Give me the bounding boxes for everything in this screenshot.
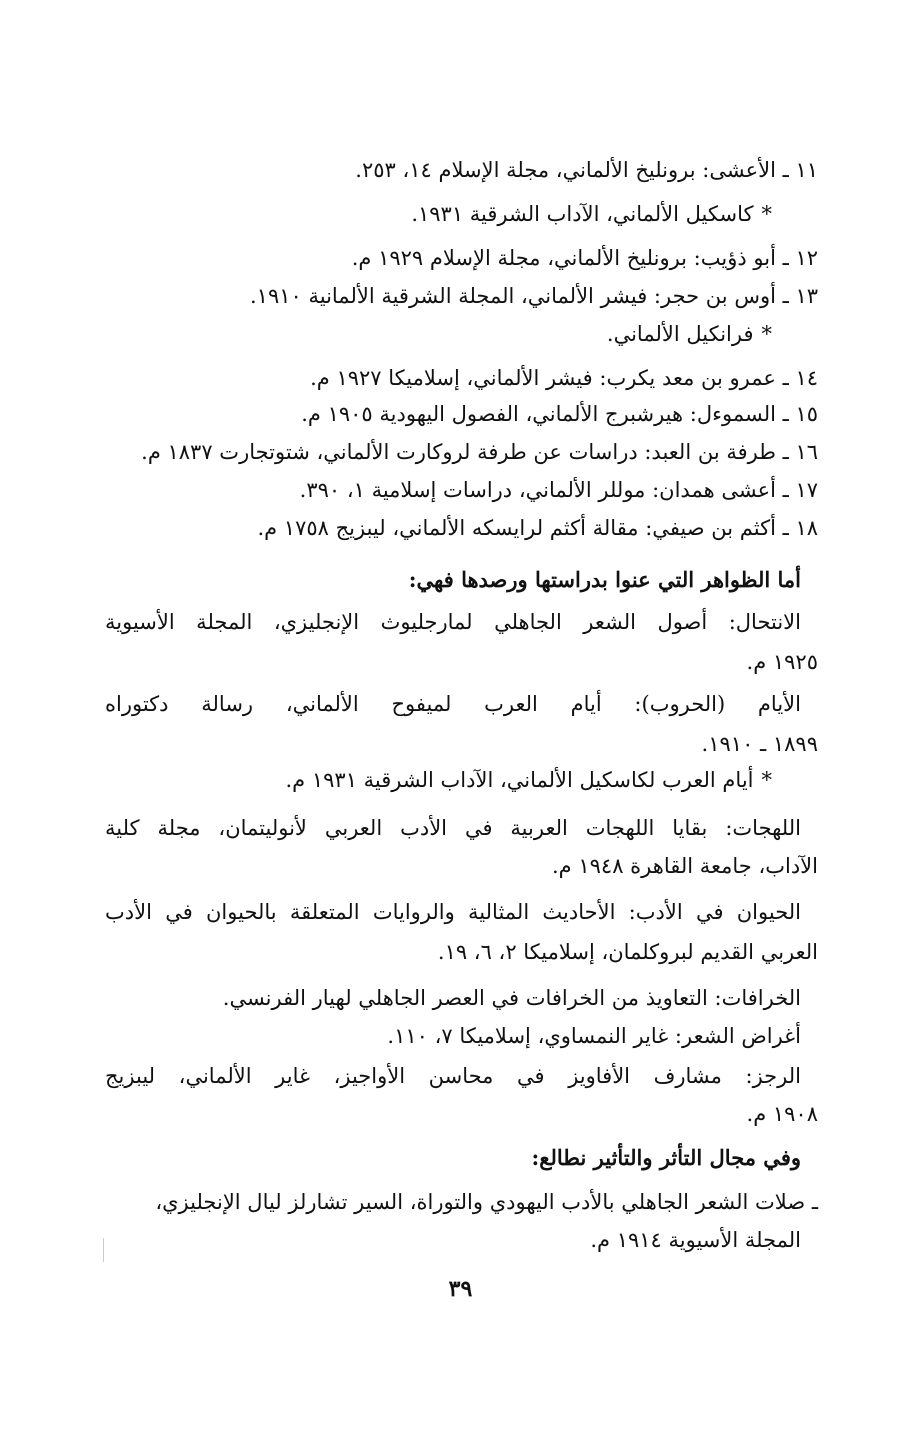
asterisk-icon: * [761,202,772,226]
ayyam-star-text: أيام العرب لكاسكيل الألماني، الآداب الشرقية ١٩٣١ م. [285,768,754,792]
purposes-line: أغراض الشعر: غاير النمساوي، إسلاميكا ٧، ١١٠. [387,1024,801,1048]
influence-item-line1: ـ صلات الشعر الجاهلي بالأدب اليهودي والتوراة، السير تشارلز ليال الإنجليزي، [155,1190,818,1214]
phenomena-intro: أما الظواهر التي عنوا بدراستها ورصدها فهي: [408,567,801,592]
list-item-17: ١٧ ـ أعشى همدان: موللر الألماني، دراسات إسلامية ١، ٣٩٠. [299,478,818,502]
margin-mark [103,1238,104,1262]
ayyam-paragraph-line1: الأيام (الحروب): أيام العرب لميفوح الألماني، رسالة دكتوراه [105,692,801,716]
dialects-paragraph-line1: اللهجات: بقايا اللهجات العربية في الأدب العربي لأنوليتمان، مجلة كلية [105,816,801,840]
rajaz-paragraph-line2: ١٩٠٨ م. [746,1102,818,1126]
list-item-11: ١١ ـ الأعشى: برونليخ الألماني، مجلة الإسلام ١٤، ٢٥٣. [355,158,818,182]
animal-paragraph-line1: الحيوان في الأدب: الأحاديث المثالية والروايات المتعلقة بالحيوان في الأدب [105,900,801,924]
list-item-13: ١٣ ـ أوس بن حجر: فيشر الألماني، المجلة الشرقية الألمانية ١٩١٠. [249,284,818,308]
dialects-paragraph-line2: الآداب، جامعة القاهرة ١٩٤٨ م. [552,854,818,878]
list-item-14: ١٤ ـ عمرو بن معد يكرب: فيشر الألماني، إسلاميكا ١٩٢٧ م. [310,366,818,390]
list-item-13-sub [607,320,772,348]
list-item-text: كاسكيل الألماني، الآداب الشرقية ١٩٣١. [411,202,754,226]
list-item-15: ١٥ ـ السموءل: هيرشبرج الألماني، الفصول اليهودية ١٩٠٥ م. [301,402,818,426]
myths-line: الخرافات: التعاويذ من الخرافات في العصر الجاهلي لهيار الفرنسي. [222,986,801,1010]
asterisk-icon: * [761,768,772,792]
influence-item-line2: المجلة الأسيوية ١٩١٤ م. [590,1228,801,1252]
intention-paragraph-line1: الانتحال: أصول الشعر الجاهلي لمارجليوث الإنجليزي، المجلة الأسيوية [105,610,801,634]
ayyam-paragraph-line3 [286,766,773,794]
list-item-text: فرانكيل الألماني. [606,322,754,346]
rajaz-paragraph-line1: الرجز: مشارف الأفاويز في محاسن الأواجيز، غاير الألماني، ليبزيج [105,1064,801,1088]
list-item-16: ١٦ ـ طرفة بن العبد: دراسات عن طرفة لروكارت الألماني، شتوتجارت ١٨٣٧ م. [141,440,818,464]
animal-paragraph-line2: العربي القديم لبروكلمان، إسلاميكا ٢، ٦، ١٩. [437,940,818,964]
page-number: ٣٩ [448,1276,473,1302]
influence-intro: وفي مجال التأثر والتأثير نطالع: [531,1145,801,1170]
ayyam-paragraph-line2: ١٨٩٩ ـ ١٩١٠. [701,732,818,756]
list-item-11-sub [411,200,772,228]
intention-paragraph-line2: ١٩٢٥ م. [746,650,818,674]
list-item-12: ١٢ ـ أبو ذؤيب: برونليخ الألماني، مجلة الإسلام ١٩٢٩ م. [351,246,818,270]
asterisk-icon: * [761,322,772,346]
list-item-18: ١٨ ـ أكثم بن صيفي: مقالة أكثم لرايسكه الألماني، ليبزيج ١٧٥٨ م. [257,516,818,540]
